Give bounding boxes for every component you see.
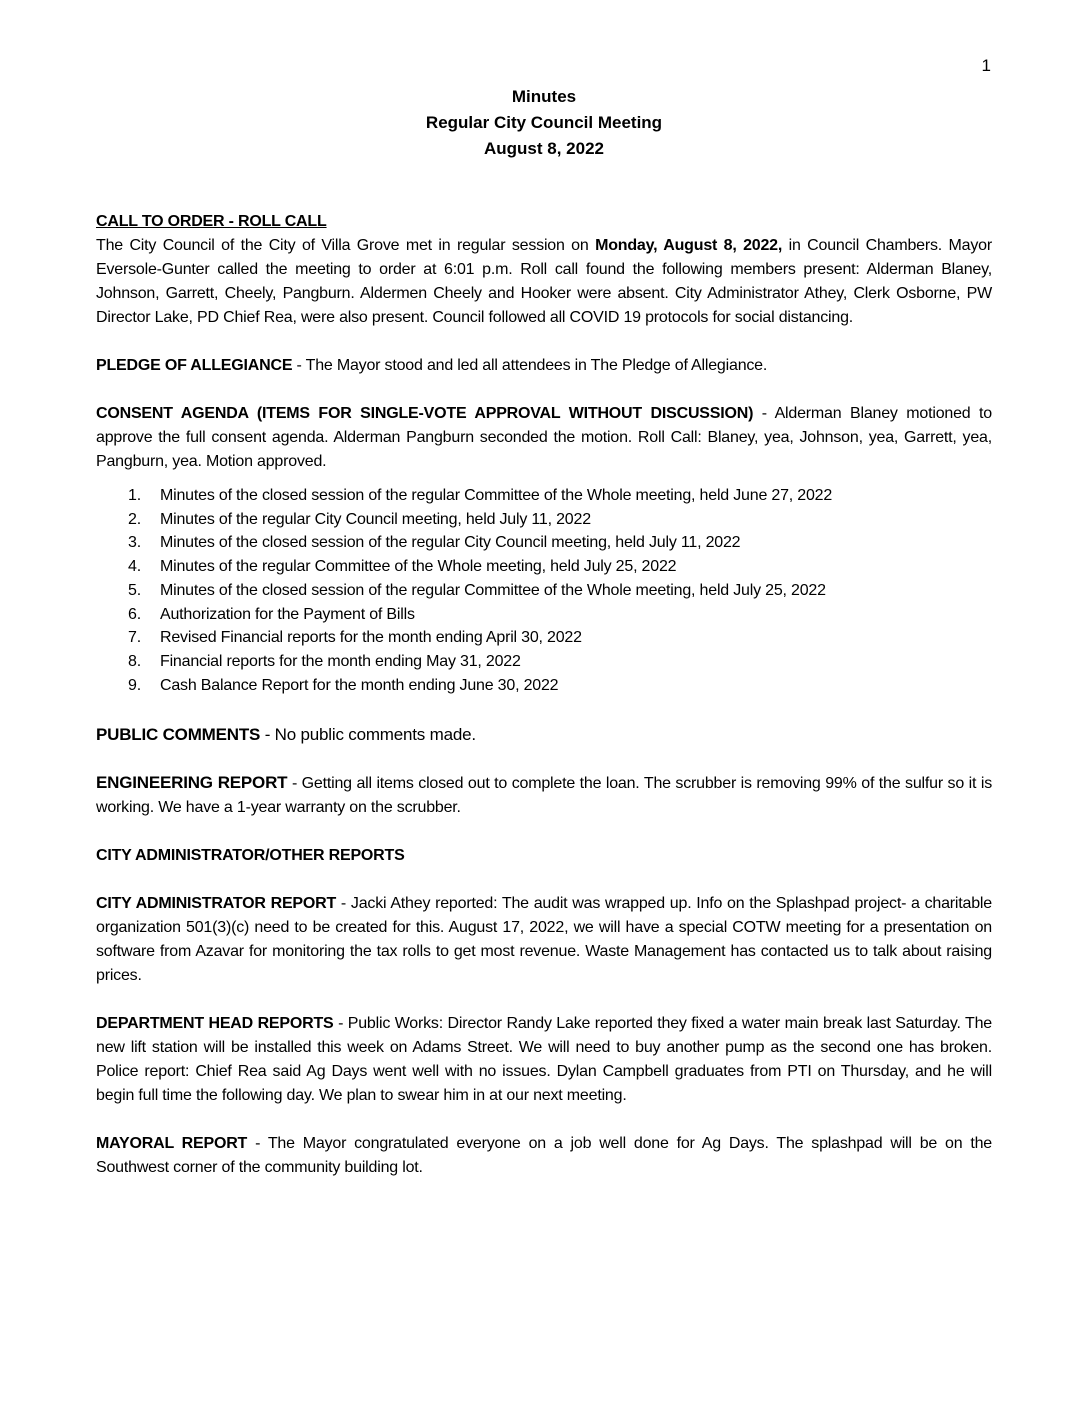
consent-item-number: 4. xyxy=(128,558,141,576)
consent-item-text: Revised Financial reports for the month ending April 30, 2022 xyxy=(160,629,582,647)
consent-item-number: 5. xyxy=(128,581,141,599)
city-admin-lead: CITY ADMINISTRATOR REPORT xyxy=(96,895,337,913)
consent-item-text: Cash Balance Report for the month ending June 30, 2022 xyxy=(160,676,559,694)
title-line-3: August 8, 2022 xyxy=(484,139,604,158)
consent-item-text: Authorization for the Payment of Bills xyxy=(160,605,415,623)
consent-item xyxy=(96,484,992,508)
consent-item-number: 1. xyxy=(128,487,141,504)
consent-item xyxy=(96,674,992,698)
pledge-lead: PLEDGE OF ALLEGIANCE xyxy=(96,357,293,374)
consent-item xyxy=(96,531,992,555)
call-to-order-heading: CALL TO ORDER - ROLL CALL xyxy=(96,213,327,230)
pledge-text: - The Mayor stood and led all attendees in The Pledge of Allegiance. xyxy=(292,357,768,374)
call-to-order-section xyxy=(96,210,992,330)
page-number: 1 xyxy=(981,56,991,75)
dept-head-text: - Public Works: Director Randy Lake reported they fixed a water main break last Saturday. The new lift station will be installed this week on Adams Street. We will need to buy another pump as the second one has broken. Police report: Chief Rea said Ag Days went well with no issues. Dylan Campbell graduates from PTI on Thursday, and he will begin full time the following day. We plan to swear him in at our next meeting. xyxy=(96,1015,992,1105)
dept-head-lead: DEPARTMENT HEAD REPORTS xyxy=(96,1015,334,1033)
title-line-1: Minutes xyxy=(511,87,577,106)
consent-item-text: Minutes of the closed session of the regular City Council meeting, held July 11, 2022 xyxy=(160,534,741,552)
consent-item xyxy=(96,650,992,674)
consent-item-number: 8. xyxy=(128,652,141,670)
consent-text: - Alderman Blaney motioned to approve the full consent agenda. Alderman Pangburn seconded the motion. Roll Call: Blaney, yea, Johnson, yea, Garrett, yea, Pangburn, yea. Motion approved. xyxy=(96,405,992,470)
engineering-section xyxy=(96,771,992,820)
city-admin-section xyxy=(96,892,992,988)
consent-item xyxy=(96,508,992,532)
pledge-section xyxy=(96,354,992,378)
consent-item-number: 6. xyxy=(128,605,141,623)
consent-item xyxy=(96,555,992,579)
consent-item-text: Minutes of the closed session of the regular Committee of the Whole meeting, held June 27, 2022 xyxy=(160,487,833,504)
consent-item-text: Minutes of the regular City Council meeting, held July 11, 2022 xyxy=(160,510,591,528)
mayoral-text: - The Mayor congratulated everyone on a job well done for Ag Days. The splashpad will be on the Southwest corner of the community building lot. xyxy=(96,1135,992,1177)
public-comments-lead: PUBLIC COMMENTS xyxy=(96,725,261,745)
call-to-order-text-b: in Council Chambers. Mayor Eversole-Gunter called the meeting to order at 6:01 p.m. Roll call found the following members present: Alderman Blaney, Johnson, Garrett, Cheely, Pangburn. Aldermen Cheely and Hooker were absent. City Administrator Athey, Clerk Osborne, PW Director Lake, PD Chief Rea, were also present. Council followed all COVID 19 protocols for social distancing. xyxy=(96,237,992,326)
engineering-text: - Getting all items closed out to complete the loan. The scrubber is removing 99% of the sulfur so it is working. We have a 1-year warranty on the scrubber. xyxy=(96,775,993,817)
call-to-order-text-a: The City Council of the City of Villa Grove met in regular session on xyxy=(96,237,596,254)
consent-lead: CONSENT AGENDA (ITEMS FOR SINGLE-VOTE APPROVAL WITHOUT DISCUSSION) xyxy=(96,405,754,422)
minutes-body xyxy=(96,210,992,1204)
consent-item-number: 7. xyxy=(128,629,141,647)
document-title xyxy=(0,84,1088,162)
public-comments-text: - No public comments made. xyxy=(260,725,476,745)
consent-item xyxy=(96,626,992,650)
consent-item-number: 3. xyxy=(128,534,141,552)
mayoral-section xyxy=(96,1132,992,1180)
dept-head-section xyxy=(96,1012,992,1108)
call-to-order-text xyxy=(96,234,992,330)
consent-item-text: Financial reports for the month ending May 31, 2022 xyxy=(160,652,521,670)
other-reports-heading: CITY ADMINISTRATOR/OTHER REPORTS xyxy=(96,847,405,865)
title-line-2: Regular City Council Meeting xyxy=(425,113,663,132)
consent-item xyxy=(96,603,992,627)
consent-item-number: 9. xyxy=(128,676,141,694)
consent-item-number: 2. xyxy=(128,510,141,528)
engineering-lead: ENGINEERING REPORT xyxy=(96,773,288,793)
mayoral-lead: MAYORAL REPORT xyxy=(96,1135,248,1153)
consent-agenda-list xyxy=(96,484,992,697)
public-comments-section xyxy=(96,723,992,747)
city-admin-text: - Jacki Athey reported: The audit was wrapped up. Info on the Splashpad project- a charitable organization 501(3)(c) need to be created for this. August 17, 2022, we will have a special COTW meeting for a presentation on software from Azavar for monitoring the tax rolls to get most revenue. Waste Management has contacted us to talk about raising prices. xyxy=(96,895,992,985)
consent-agenda-section xyxy=(96,402,992,474)
consent-item xyxy=(96,579,992,603)
consent-item-text: Minutes of the regular Committee of the Whole meeting, held July 25, 2022 xyxy=(160,558,677,576)
consent-item-text: Minutes of the closed session of the regular Committee of the Whole meeting, held July 25, 2022 xyxy=(160,581,826,599)
meeting-date-bold: Monday, August 8, 2022, xyxy=(595,237,783,254)
